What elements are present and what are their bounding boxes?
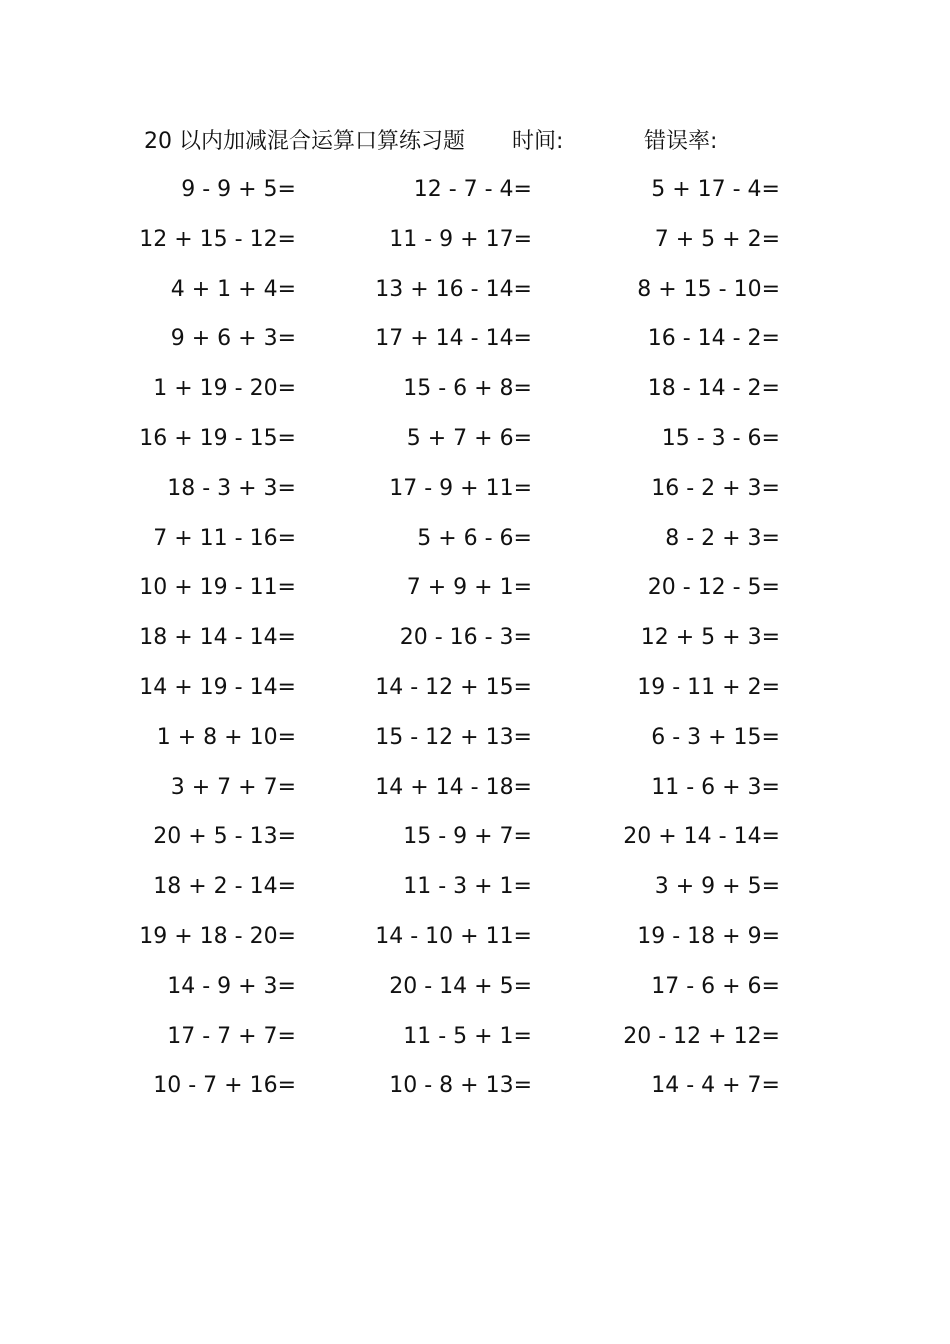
math-problem: 11 - 5 + 1= bbox=[403, 1023, 532, 1049]
math-problem: 13 + 16 - 14= bbox=[375, 276, 532, 302]
math-problem: 15 - 12 + 13= bbox=[375, 724, 532, 750]
math-problem: 5 + 17 - 4= bbox=[651, 177, 780, 202]
math-problem: 20 - 12 + 12= bbox=[623, 1023, 780, 1049]
math-problem: 15 - 3 - 6= bbox=[661, 425, 780, 451]
math-problem: 18 - 3 + 3= bbox=[167, 475, 296, 501]
math-problem: 18 - 14 - 2= bbox=[647, 376, 780, 402]
math-problem: 9 + 6 + 3= bbox=[170, 326, 296, 352]
math-problem: 16 - 2 + 3= bbox=[651, 475, 780, 501]
worksheet-header bbox=[0, 124, 950, 160]
math-problem: 14 - 10 + 11= bbox=[375, 923, 532, 949]
math-problem: 11 - 9 + 17= bbox=[389, 226, 532, 252]
math-problem: 12 + 5 + 3= bbox=[640, 625, 780, 651]
time-label: 时间: bbox=[512, 129, 564, 154]
math-problem: 20 - 16 - 3= bbox=[399, 625, 532, 651]
math-problem: 19 + 18 - 20= bbox=[139, 923, 296, 949]
math-problem: 11 - 3 + 1= bbox=[403, 874, 532, 900]
math-problem: 19 - 18 + 9= bbox=[637, 923, 780, 949]
error-rate-label: 错误率: bbox=[644, 129, 718, 154]
math-problem: 3 + 7 + 7= bbox=[170, 774, 296, 800]
math-problem: 14 - 12 + 15= bbox=[375, 674, 532, 700]
math-problem: 5 + 7 + 6= bbox=[406, 425, 532, 451]
math-problem: 10 - 8 + 13= bbox=[389, 1073, 532, 1099]
math-problem: 16 - 14 - 2= bbox=[647, 326, 780, 352]
math-problem: 15 - 9 + 7= bbox=[403, 824, 532, 850]
math-problem: 7 + 5 + 2= bbox=[654, 226, 780, 252]
math-problem: 20 + 5 - 13= bbox=[153, 824, 296, 850]
math-problem: 9 - 9 + 5= bbox=[181, 177, 296, 202]
math-problem: 14 - 4 + 7= bbox=[651, 1073, 780, 1099]
math-problem: 17 - 6 + 6= bbox=[651, 973, 780, 999]
math-problem: 17 - 9 + 11= bbox=[389, 475, 532, 501]
math-problem: 20 - 12 - 5= bbox=[647, 575, 780, 601]
math-problem: 17 + 14 - 14= bbox=[375, 326, 532, 352]
math-problem: 12 - 7 - 4= bbox=[413, 177, 532, 202]
math-problem: 7 + 9 + 1= bbox=[406, 575, 532, 601]
math-problem: 5 + 6 - 6= bbox=[417, 525, 532, 551]
math-problem: 6 - 3 + 15= bbox=[651, 724, 780, 750]
math-problem: 14 + 14 - 18= bbox=[375, 774, 532, 800]
math-problem: 20 + 14 - 14= bbox=[623, 824, 780, 850]
math-problem: 18 + 2 - 14= bbox=[153, 874, 296, 900]
math-problem: 1 + 19 - 20= bbox=[153, 376, 296, 402]
math-problem: 11 - 6 + 3= bbox=[651, 774, 780, 800]
math-problem: 15 - 6 + 8= bbox=[403, 376, 532, 402]
math-problem: 7 + 11 - 16= bbox=[153, 525, 296, 551]
math-problem: 16 + 19 - 15= bbox=[139, 425, 296, 451]
math-problem: 1 + 8 + 10= bbox=[156, 724, 296, 750]
math-problem: 14 - 9 + 3= bbox=[167, 973, 296, 999]
math-problem: 19 - 11 + 2= bbox=[637, 674, 780, 700]
math-problem: 14 + 19 - 14= bbox=[139, 674, 296, 700]
math-problem: 17 - 7 + 7= bbox=[167, 1023, 296, 1049]
math-problem: 8 - 2 + 3= bbox=[665, 525, 780, 551]
math-problem: 20 - 14 + 5= bbox=[389, 973, 532, 999]
math-problem: 18 + 14 - 14= bbox=[139, 625, 296, 651]
math-problem: 4 + 1 + 4= bbox=[170, 276, 296, 302]
math-problem: 3 + 9 + 5= bbox=[654, 874, 780, 900]
math-problem: 12 + 15 - 12= bbox=[139, 226, 296, 252]
math-problem: 8 + 15 - 10= bbox=[637, 276, 780, 302]
math-problem: 10 + 19 - 11= bbox=[139, 575, 296, 601]
math-problem: 10 - 7 + 16= bbox=[153, 1073, 296, 1099]
worksheet-title: 20 以内加减混合运算口算练习题 bbox=[144, 129, 465, 154]
problem-grid bbox=[130, 170, 810, 1116]
